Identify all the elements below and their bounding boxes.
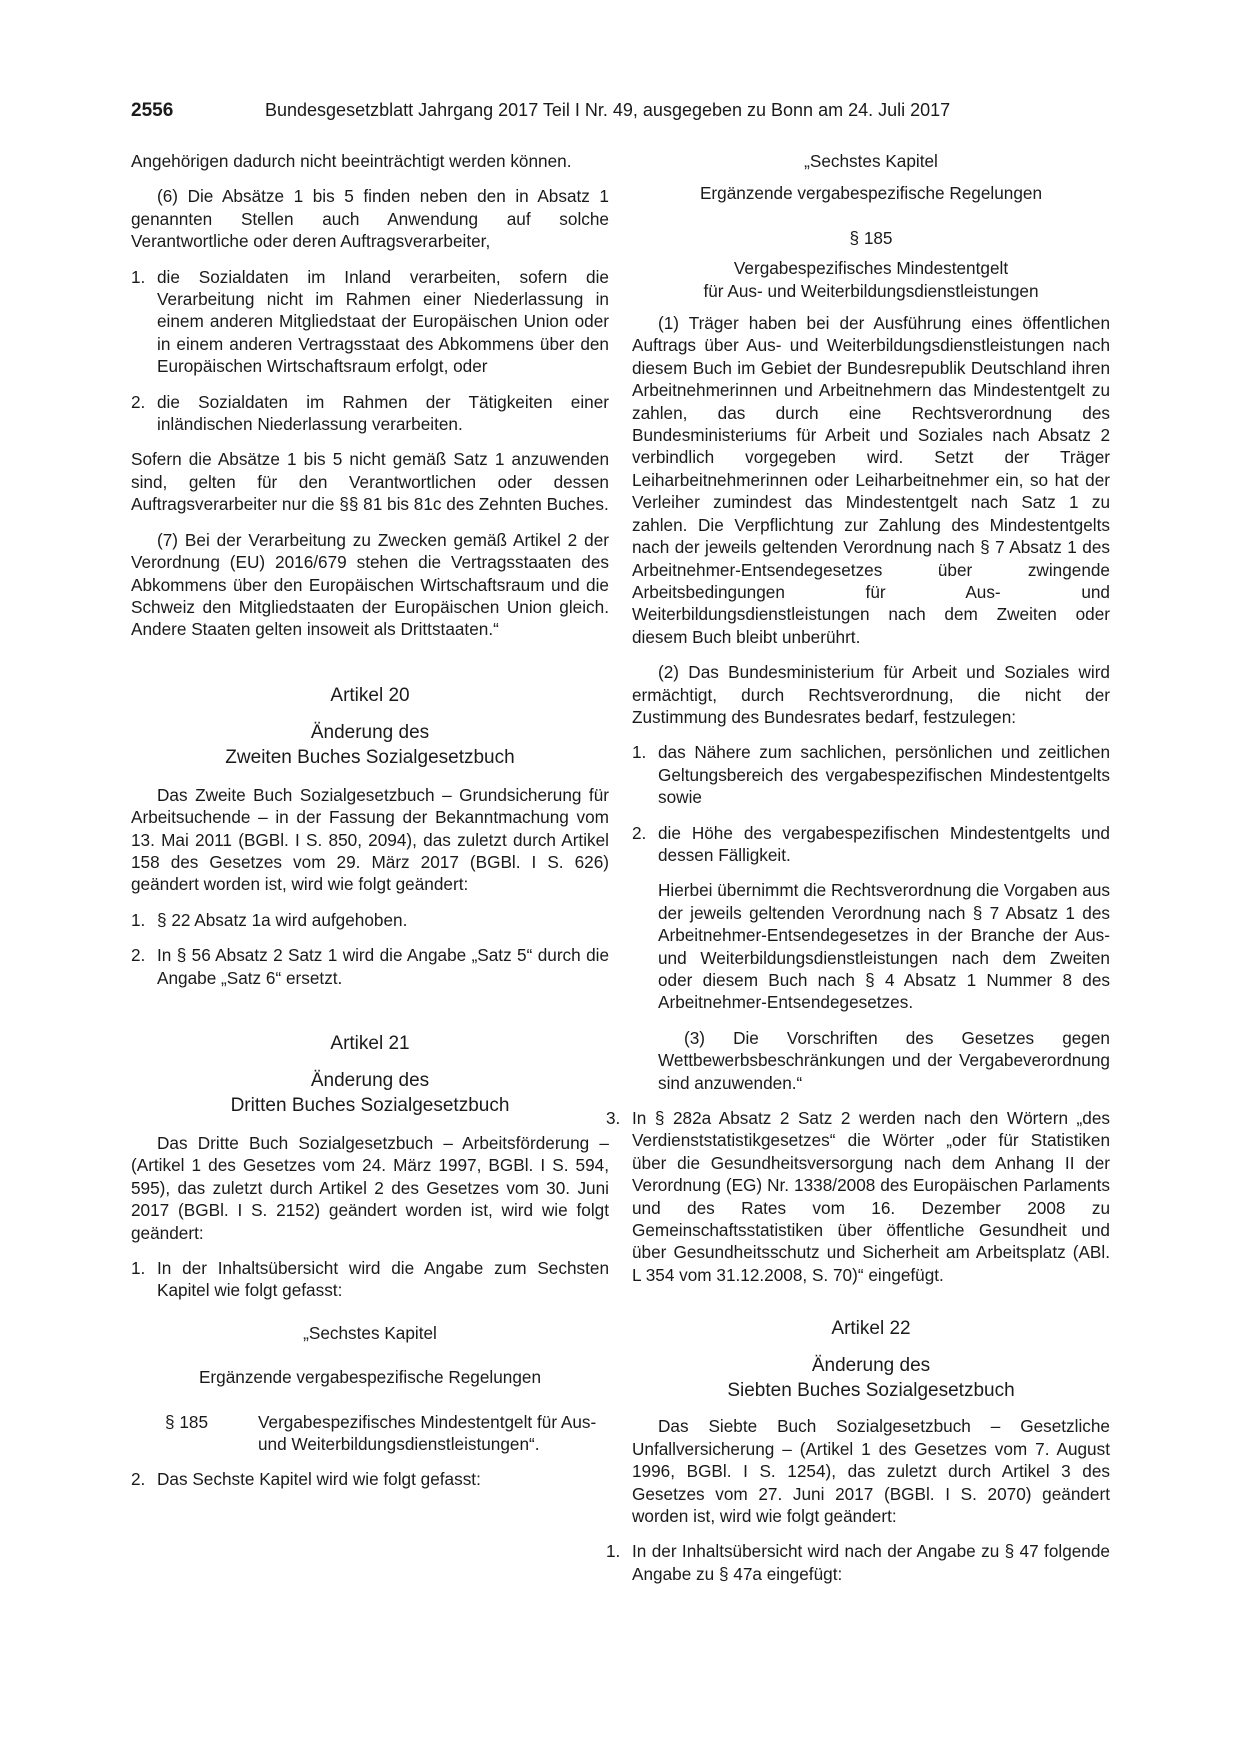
article-title	[131, 1068, 609, 1118]
paragraph: Sofern die Absätze 1 bis 5 nicht gemäß Satz 1 anzuwenden sind, gelten für den Verantwortlichen oder dessen Auftragsverarbeiter nur die §§ 81 bis 81c des Zehnten Buches.	[131, 449, 609, 515]
article-title	[131, 720, 609, 770]
list-item	[131, 1257, 609, 1302]
list-text: In der Inhaltsübersicht wird nach der Angabe zu § 47 folgende Angabe zu § 47a eingefügt:	[632, 1541, 1110, 1584]
list-item	[131, 944, 609, 989]
list-text: In § 56 Absatz 2 Satz 1 wird die Angabe „Satz 5“ durch die Angabe „Satz 6“ ersetzt.	[157, 945, 609, 988]
article-heading: Artikel 20	[330, 684, 410, 706]
list-item	[131, 391, 609, 436]
list-item	[606, 1540, 1110, 1585]
list-item	[131, 1468, 609, 1490]
article-title-line: Dritten Buches Sozialgesetzbuch	[230, 1094, 510, 1116]
article-title-line: Änderung des	[310, 1069, 430, 1091]
list-number: 2.	[632, 822, 647, 843]
article-title-line: Änderung des	[310, 721, 430, 743]
list-text: die Sozialdaten im Inland verarbeiten, sofern die Verarbeitung nicht im Rahmen einer Niederlassung in einem anderen Mitgliedstaat der Europäischen Union oder in einem anderen Vertragsstaat des Abkommens über den Europäischen Wirtschaftsraum erfolgt, oder	[157, 266, 609, 377]
header-title: Bundesgesetzblatt Jahrgang 2017 Teil I Nr. 49, ausgegeben zu Bonn am 24. Juli 2017	[265, 100, 951, 120]
list-text: die Höhe des vergabespezifischen Mindestentgelts und dessen Fälligkeit.	[658, 822, 1110, 865]
left-column	[131, 150, 609, 1504]
article-title-line: Änderung des	[811, 1355, 931, 1377]
article-title-line: Zweiten Buches Sozialgesetzbuch	[225, 746, 515, 768]
list-number: 2.	[131, 945, 146, 966]
list-number: 1.	[606, 1541, 621, 1562]
section-title	[632, 257, 1110, 302]
paragraph-1: (1) Träger haben bei der Ausführung eines öffentlichen Auftrags über Aus- und Weiterbildungsdienstleistungen nach diesem Buch im Gebiet der Bundesrepublik Deutschland ihren Arbeitnehmerinnen und Arbeitnehmern das Mindestentgelt zu zahlen, das durch eine Rechtsverordnung des Bundesministeriums für Arbeit und Soziales nach Absatz 2 verbindlich vorgegeben wird. Setzt der Träger Leiharbeitnehmerinnen oder Leiharbeitnehmer ein, so hat der Verleiher zumindest das Mindestentgelt nach Satz 1 zu zahlen. Die Verpflichtung zur Zahlung des Mindestentgelts nach der jeweils geltenden Verordnung nach § 7 Absatz 1 des Arbeitnehmer-Entsendegesetzes über zwingende Arbeitsbedingungen für Aus- und Weiterbildungsdienstleistungen nach dem Zweiten oder diesem Buch bleibt unberührt.	[632, 313, 1110, 647]
paragraph: Hierbei übernimmt die Rechtsverordnung die Vorgaben aus der jeweils geltenden Verordnung nach § 7 Absatz 1 des Arbeitnehmer-Entsendegesetzes in der Branche der Aus- und Weiterbildungsdienstleistungen nach dem Zweiten oder diesem Buch nach § 4 Absatz 1 Nummer 8 des Arbeitnehmer-Entsendegesetzes.	[658, 880, 1110, 1013]
list-text: Das Sechste Kapitel wird wie folgt gefasst:	[157, 1469, 481, 1490]
quote-subheading: Ergänzende vergabespezifische Regelungen	[198, 1367, 542, 1388]
list-item	[131, 266, 609, 378]
list-text: die Sozialdaten im Rahmen der Tätigkeiten einer inländischen Niederlassung verarbeiten.	[157, 391, 609, 435]
section-title-line: Vergabespezifisches Mindestentgelt	[733, 258, 1009, 279]
list-number: 1.	[131, 1258, 146, 1278]
page-header	[131, 100, 1111, 126]
list-item	[131, 909, 609, 931]
section-number: § 185	[165, 1411, 209, 1432]
section-title-line: für Aus- und Weiterbildungsdienstleistungen	[703, 280, 1039, 301]
list-number: 1.	[632, 742, 647, 763]
list-text: § 22 Absatz 1a wird aufgehoben.	[157, 909, 408, 930]
article-intro: Das Siebte Buch Sozialgesetzbuch – Gesetzliche Unfallversicherung – (Artikel 1 des Gesetzes vom 7. August 1996, BGBl. I S. 1254), das zuletzt durch Artikel 3 des Gesetzes vom 27. Juni 2017 (BGBl. I S. 2070) geändert worden ist, wird wie folgt geändert:	[632, 1416, 1110, 1526]
list-item	[632, 822, 1110, 867]
page-number: 2556	[131, 100, 174, 121]
list-number: 2.	[131, 1469, 146, 1490]
article-heading: Artikel 21	[330, 1032, 410, 1054]
quote-subheading: Ergänzende vergabespezifische Regelungen	[699, 183, 1043, 204]
paragraph-7: (7) Bei der Verarbeitung zu Zwecken gemäß Artikel 2 der Verordnung (EU) 2016/679 stehen die Vertragsstaaten des Abkommens über den Europäischen Wirtschaftsraum und die Schweiz den Mitgliedstaaten der Europäischen Union gleich. Andere Staaten gelten insoweit als Drittstaaten.“	[131, 529, 609, 640]
quote-heading: „Sechstes Kapitel	[303, 1322, 437, 1343]
article-title	[632, 1353, 1110, 1403]
list-number: 3.	[606, 1108, 621, 1129]
right-column	[606, 150, 1110, 1598]
list-text: das Nähere zum sachlichen, persönlichen und zeitlichen Geltungsbereich des vergabespezifischen Mindestentgelts sowie	[658, 742, 1110, 808]
article-intro: Das Zweite Buch Sozialgesetzbuch – Grundsicherung für Arbeitsuchende – in der Fassung der Bekanntmachung vom 13. Mai 2011 (BGBl. I S. 850, 2094), das zuletzt durch Artikel 158 des Gesetzes vom 29. März 2017 (BGBl. I S. 626) geändert worden ist, wird wie folgt geändert:	[131, 784, 609, 895]
article-heading: Artikel 22	[831, 1318, 911, 1340]
list-number: 1.	[131, 266, 146, 287]
section-number: § 185	[849, 227, 893, 248]
quote-heading: „Sechstes Kapitel	[804, 151, 938, 171]
section-text: Vergabespezifisches Mindestentgelt für Aus- und Weiterbildungsdienstleistungen“.	[258, 1411, 597, 1455]
paragraph-3: (3) Die Vorschriften des Gesetzes gegen Wettbewerbsbeschränkungen und der Vergabeverordnung sind anzuwenden.“	[658, 1027, 1110, 1093]
article-intro: Das Dritte Buch Sozialgesetzbuch – Arbeitsförderung – (Artikel 1 des Gesetzes vom 24. März 1997, BGBl. I S. 594, 595), das zuletzt durch Artikel 2 des Gesetzes vom 30. Juni 2017 (BGBl. I S. 2152) geändert worden ist, wird wie folgt geändert:	[131, 1132, 609, 1243]
paragraph-2: (2) Das Bundesministerium für Arbeit und Soziales wird ermächtigt, durch Rechtsverordnung, die nicht der Zustimmung des Bundesrates bedarf, festzulegen:	[632, 662, 1110, 727]
article-title-line: Siebten Buches Sozialgesetzbuch	[727, 1380, 1015, 1402]
paragraph-6: (6) Die Absätze 1 bis 5 finden neben den in Absatz 1 genannten Stellen auch Anwendung auf solche Verantwortliche oder deren Auftragsverarbeiter,	[131, 186, 609, 252]
list-item	[632, 741, 1110, 808]
list-number: 1.	[131, 909, 146, 930]
paragraph: Angehörigen dadurch nicht beeinträchtigt werden können.	[131, 151, 572, 171]
list-text: In § 282a Absatz 2 Satz 2 werden nach den Wörtern „des Verdienststatistikgesetzes“ die Wörter „oder für Statistiken über die Gesundheitsversorgung nach dem Anhang II der Verordnung (EG) Nr. 1338/2008 des Europäischen Parlaments und des Rates vom 16. Dezember 2008 zu Gemeinschaftsstatistiken über öffentliche Gesundheit und über Gesundheitsschutz und Sicherheit am Arbeitsplatz (ABl. L 354 vom 31.12.2008, S. 70)“ eingefügt.	[632, 1108, 1110, 1285]
section-entry	[165, 1411, 609, 1456]
list-text: In der Inhaltsübersicht wird die Angabe zum Sechsten Kapitel wie folgt gefasst:	[157, 1258, 609, 1301]
list-number: 2.	[131, 391, 146, 412]
list-item	[606, 1107, 1110, 1286]
